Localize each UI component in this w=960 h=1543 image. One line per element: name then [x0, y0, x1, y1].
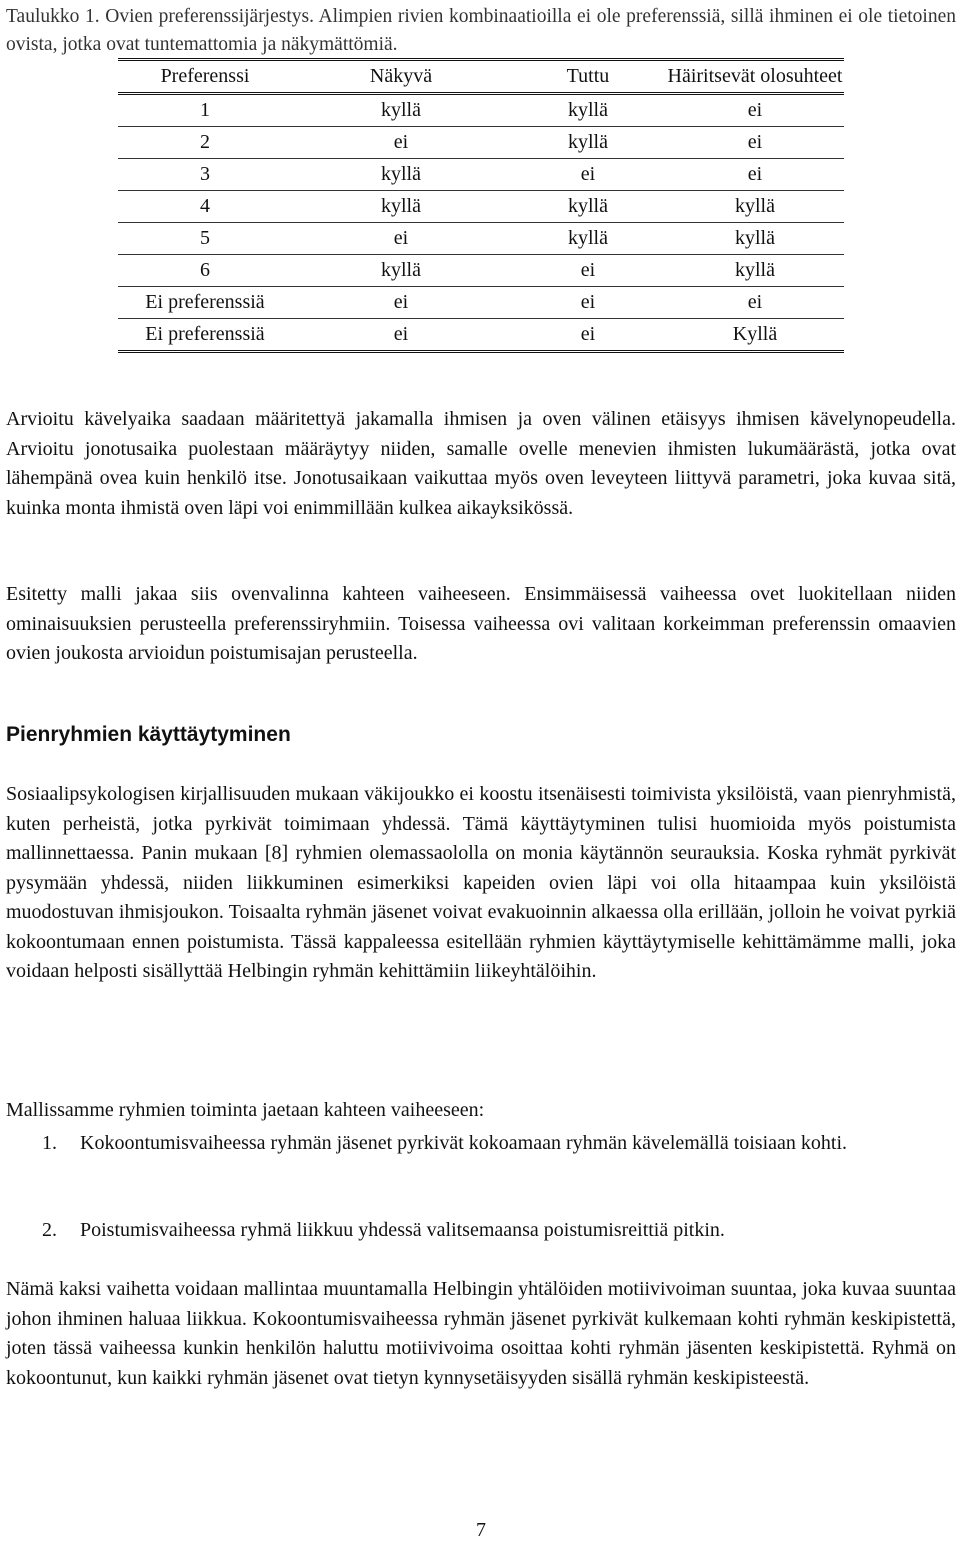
table-cell: ei — [510, 319, 666, 352]
table-cell: kyllä — [666, 255, 844, 287]
preference-table-grid — [118, 58, 844, 353]
header-preferenssi: Preferenssi — [118, 60, 292, 94]
table-cell: ei — [666, 94, 844, 127]
section-heading: Pienryhmien käyttäytyminen — [6, 723, 291, 746]
table-cell: 2 — [118, 127, 292, 159]
table-cell: 4 — [118, 191, 292, 223]
list-item — [6, 1216, 956, 1246]
list-item — [6, 1129, 956, 1159]
table-cell: kyllä — [292, 159, 510, 191]
header-hairitsevat-olosuhteet: Häiritsevät olosuhteet — [666, 60, 844, 94]
table-cell: ei — [292, 319, 510, 352]
table-cell: ei — [292, 127, 510, 159]
table-cell: 1 — [118, 94, 292, 127]
table-row — [118, 94, 844, 127]
table-cell: kyllä — [292, 191, 510, 223]
table-cell: ei — [510, 255, 666, 287]
paragraph-model-phases: Esitetty malli jakaa siis ovenvalinna kahteen vaiheeseen. Ensimmäisessä vaiheessa ovet luokitellaan niiden ominaisuuksien perusteella preferenssiryhmiin. Toisessa vaiheessa ovi valitaan korkeimman preferenssin omaavien ovien joukosta arvioidun poistumisajan perusteella. — [6, 583, 956, 664]
table-row — [118, 127, 844, 159]
table-caption: Taulukko 1. Ovien preferenssijärjestys. Alimpien rivien kombinaatioilla ei ole preferenssiä, sillä ihminen ei ole tietoinen ovista, jotka ovat tuntemattomia ja näkymättömiä. — [6, 6, 956, 55]
list-item-text: Kokoontumisvaiheessa ryhmän jäsenet pyrkivät kokoamaan ryhmän kävelemällä toisiaan kohti. — [80, 1132, 848, 1154]
table-cell: 5 — [118, 223, 292, 255]
list-item-number: 2. — [42, 1219, 57, 1241]
table-cell: Kyllä — [666, 319, 844, 352]
table-header-row — [118, 60, 844, 94]
table-cell: kyllä — [666, 191, 844, 223]
table-cell: ei — [292, 223, 510, 255]
table-cell: ei — [292, 287, 510, 319]
table-cell: ei — [666, 127, 844, 159]
table-cell: Ei preferenssiä — [118, 319, 292, 352]
table-row — [118, 287, 844, 319]
paragraph-walking-time: Arvioitu kävelyaika saadaan määritettyä jakamalla ihmisen ja oven välinen etäisyys ihmisen kävelynopeudella. Arvioitu jonotusaika puolestaan määräytyy niiden, samalle ovelle menevien ihmisten lukumäärästä, jotka ovat lähempänä ovea kuin henkilö itse. Jonotusaikaan vaikuttaa myös oven leveyteen liittyvä parametri, joka kuvaa sitä, kuinka monta ihmistä oven läpi voi enimmillään kulkea aikayksikössä. — [6, 408, 956, 519]
table-cell: ei — [510, 287, 666, 319]
table-cell: Ei preferenssiä — [118, 287, 292, 319]
table-cell: ei — [666, 159, 844, 191]
table-cell: ei — [666, 287, 844, 319]
paragraph-small-groups: Sosiaalipsykologisen kirjallisuuden mukaan väkijoukko ei koostu itsenäisesti toimivista yksilöistä, vaan pienryhmistä, kuten perheistä, jotka pyrkivät toimimaan yhdessä. Tämä käyttäytyminen tulisi huomioida myös poistumista mallinnettaessa. Panin mukaan [8] ryhmien olemassaololla on monia käytännön seurauksia. Koska ryhmät pyrkivät pysymään yhdessä, niiden liikkuminen esimerkiksi kapeiden ovien läpi voi olla hitaampaa kuin yksilöistä muodostuvan ihmisjoukon. Toisaalta ryhmän jäsenet voivat evakuoinnin alkaessa olla erillään, jolloin he voivat pyrkiä kokoontumaan ennen poistumista. Tässä kappaleessa esitellään ryhmien käyttäytymiselle kehittämämme malli, joka voidaan helposti sisällyttää Helbingin ryhmän kehittämiin liikeyhtälöihin. — [6, 783, 956, 982]
table-cell: 6 — [118, 255, 292, 287]
table-cell: kyllä — [510, 223, 666, 255]
table-cell: kyllä — [510, 191, 666, 223]
paragraph-two-phases-intro: Mallissamme ryhmien toiminta jaetaan kahteen vaiheeseen: — [6, 1099, 485, 1121]
table-cell: ei — [510, 159, 666, 191]
phase-list-second — [6, 1216, 956, 1246]
preference-table — [118, 58, 844, 353]
table-row — [118, 159, 844, 191]
page-number: 7 — [476, 1519, 486, 1541]
table-cell: kyllä — [510, 94, 666, 127]
table-row — [118, 191, 844, 223]
table-row — [118, 319, 844, 352]
list-item-number: 1. — [42, 1132, 57, 1154]
table-cell: 3 — [118, 159, 292, 191]
paragraph-motive-force: Nämä kaksi vaihetta voidaan mallintaa muuntamalla Helbingin yhtälöiden motiivivoiman suuntaa, joka kuvaa suuntaa johon ihminen haluaa liikkua. Kokoontumisvaiheessa ryhmän jäsenet pyrkivät kulkemaan kohti ryhmän keskipistettä, joten tässä vaiheessa kunkin henkilön haluttu motiivivoima osoittaa kohti ryhmän jäsenten keskipistettä. Ryhmä on kokoontunut, kun kaikki ryhmän jäsenet ovat tietyn kynnysetäisyyden sisällä ryhmän keskipisteestä. — [6, 1278, 956, 1389]
list-item-text: Poistumisvaiheessa ryhmä liikkuu yhdessä valitsemaansa poistumisreittiä pitkin. — [80, 1219, 725, 1241]
phase-list — [6, 1129, 956, 1159]
table-row — [118, 255, 844, 287]
header-nakyva: Näkyvä — [292, 60, 510, 94]
table-cell: kyllä — [510, 127, 666, 159]
table-cell: kyllä — [292, 255, 510, 287]
table-row — [118, 223, 844, 255]
header-tuttu: Tuttu — [510, 60, 666, 94]
table-cell: kyllä — [292, 94, 510, 127]
table-cell: kyllä — [666, 223, 844, 255]
